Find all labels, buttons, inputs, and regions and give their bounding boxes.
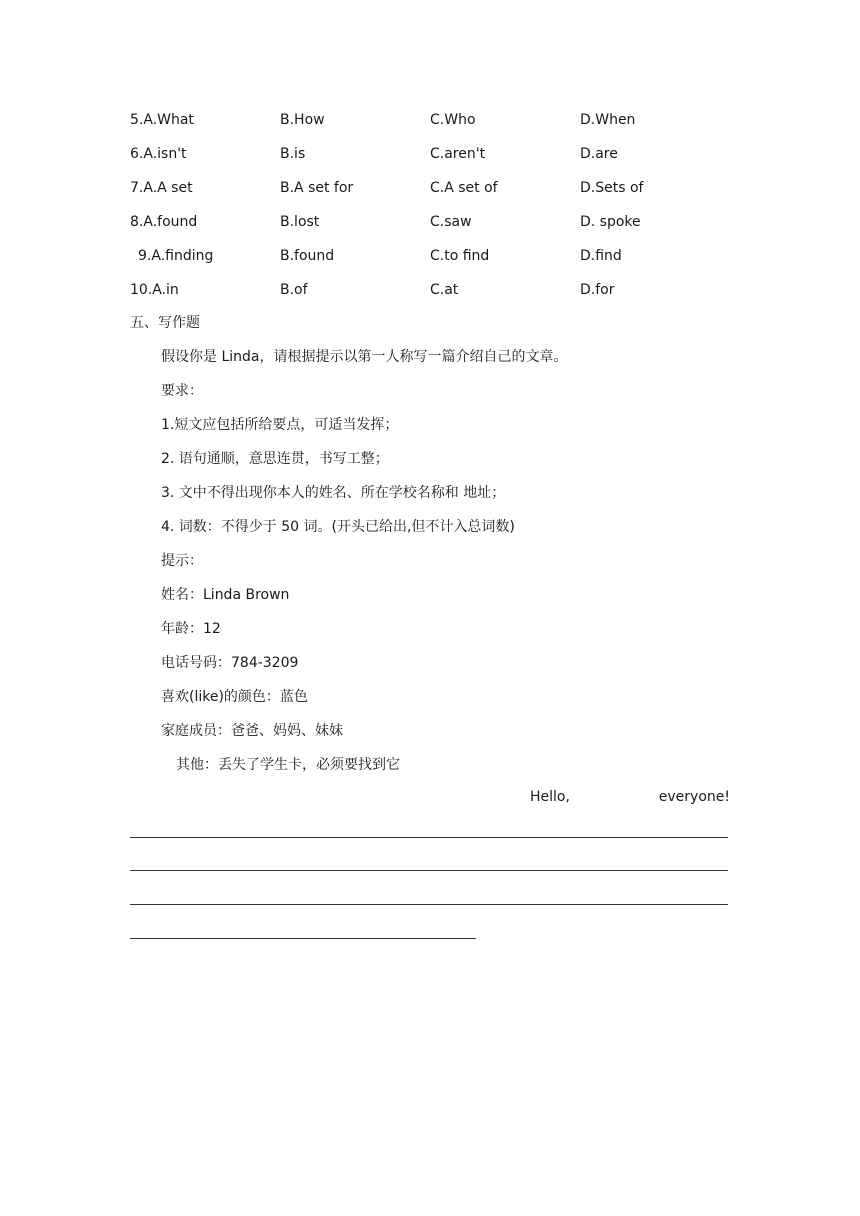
- hints-label: 提示：: [161, 553, 203, 569]
- option-b: B.lost: [280, 214, 320, 230]
- requirement-4: 4. 词数：不得少于 50 词。(开头已给出,但不计入总词数): [161, 519, 515, 535]
- option-c: C.Who: [430, 112, 476, 128]
- option-a: 9.A.finding: [138, 248, 214, 264]
- option-d: D.When: [580, 112, 636, 128]
- greeting-hello: Hello,: [530, 789, 570, 805]
- option-d: D.are: [580, 146, 618, 162]
- option-b: B.How: [280, 112, 325, 128]
- answer-line[interactable]: [130, 837, 728, 838]
- requirement-3: 3. 文中不得出现你本人的姓名、所在学校名称和 地址；: [161, 485, 506, 501]
- question-7-options: [130, 178, 730, 212]
- question-10-options: [130, 280, 730, 314]
- option-a: 7.A.A set: [130, 180, 193, 196]
- hint-color: 喜欢(like)的颜色：蓝色: [161, 689, 308, 705]
- answer-line[interactable]: [130, 870, 728, 871]
- option-a: 10.A.in: [130, 282, 179, 298]
- answer-line[interactable]: [130, 904, 728, 905]
- hint-name: 姓名：Linda Brown: [161, 587, 290, 603]
- option-c: C.saw: [430, 214, 472, 230]
- question-5-options: [130, 110, 730, 144]
- greeting-everyone: everyone!: [658, 789, 730, 805]
- requirement-2: 2. 语句通顺，意思连贯，书写工整；: [161, 451, 389, 467]
- prompt-intro: 假设你是 Linda，请根据提示以第一人称写一篇介绍自己的文章。: [161, 349, 568, 365]
- option-d: D. spoke: [580, 214, 641, 230]
- option-d: D.Sets of: [580, 180, 644, 196]
- option-c: C.A set of: [430, 180, 498, 196]
- option-d: D.find: [580, 248, 622, 264]
- option-b: B.of: [280, 282, 308, 298]
- option-b: B.is: [280, 146, 306, 162]
- hint-phone: 电话号码：784-3209: [161, 655, 299, 671]
- hint-other: 其他：丢失了学生卡，必须要找到它: [176, 757, 400, 773]
- option-d: D.for: [580, 282, 615, 298]
- hint-age: 年龄：12: [161, 621, 221, 637]
- essay-opening: [530, 787, 730, 807]
- requirements-label: 要求：: [161, 383, 203, 399]
- multiple-choice-options: [130, 110, 730, 314]
- question-8-options: [130, 212, 730, 246]
- option-b: B.found: [280, 248, 335, 264]
- answer-line[interactable]: [130, 938, 476, 939]
- requirement-1: 1.短文应包括所给要点，可适当发挥；: [161, 417, 399, 433]
- writing-prompt: [161, 347, 741, 789]
- option-c: C.to find: [430, 248, 490, 264]
- section-title: 五、写作题: [130, 315, 200, 331]
- question-6-options: [130, 144, 730, 178]
- option-a: 6.A.isn't: [130, 146, 187, 162]
- question-9-options: [130, 246, 730, 280]
- option-a: 5.A.What: [130, 112, 194, 128]
- option-b: B.A set for: [280, 180, 354, 196]
- hint-family: 家庭成员：爸爸、妈妈、妹妹: [161, 723, 343, 739]
- option-c: C.aren't: [430, 146, 486, 162]
- option-a: 8.A.found: [130, 214, 198, 230]
- option-c: C.at: [430, 282, 459, 298]
